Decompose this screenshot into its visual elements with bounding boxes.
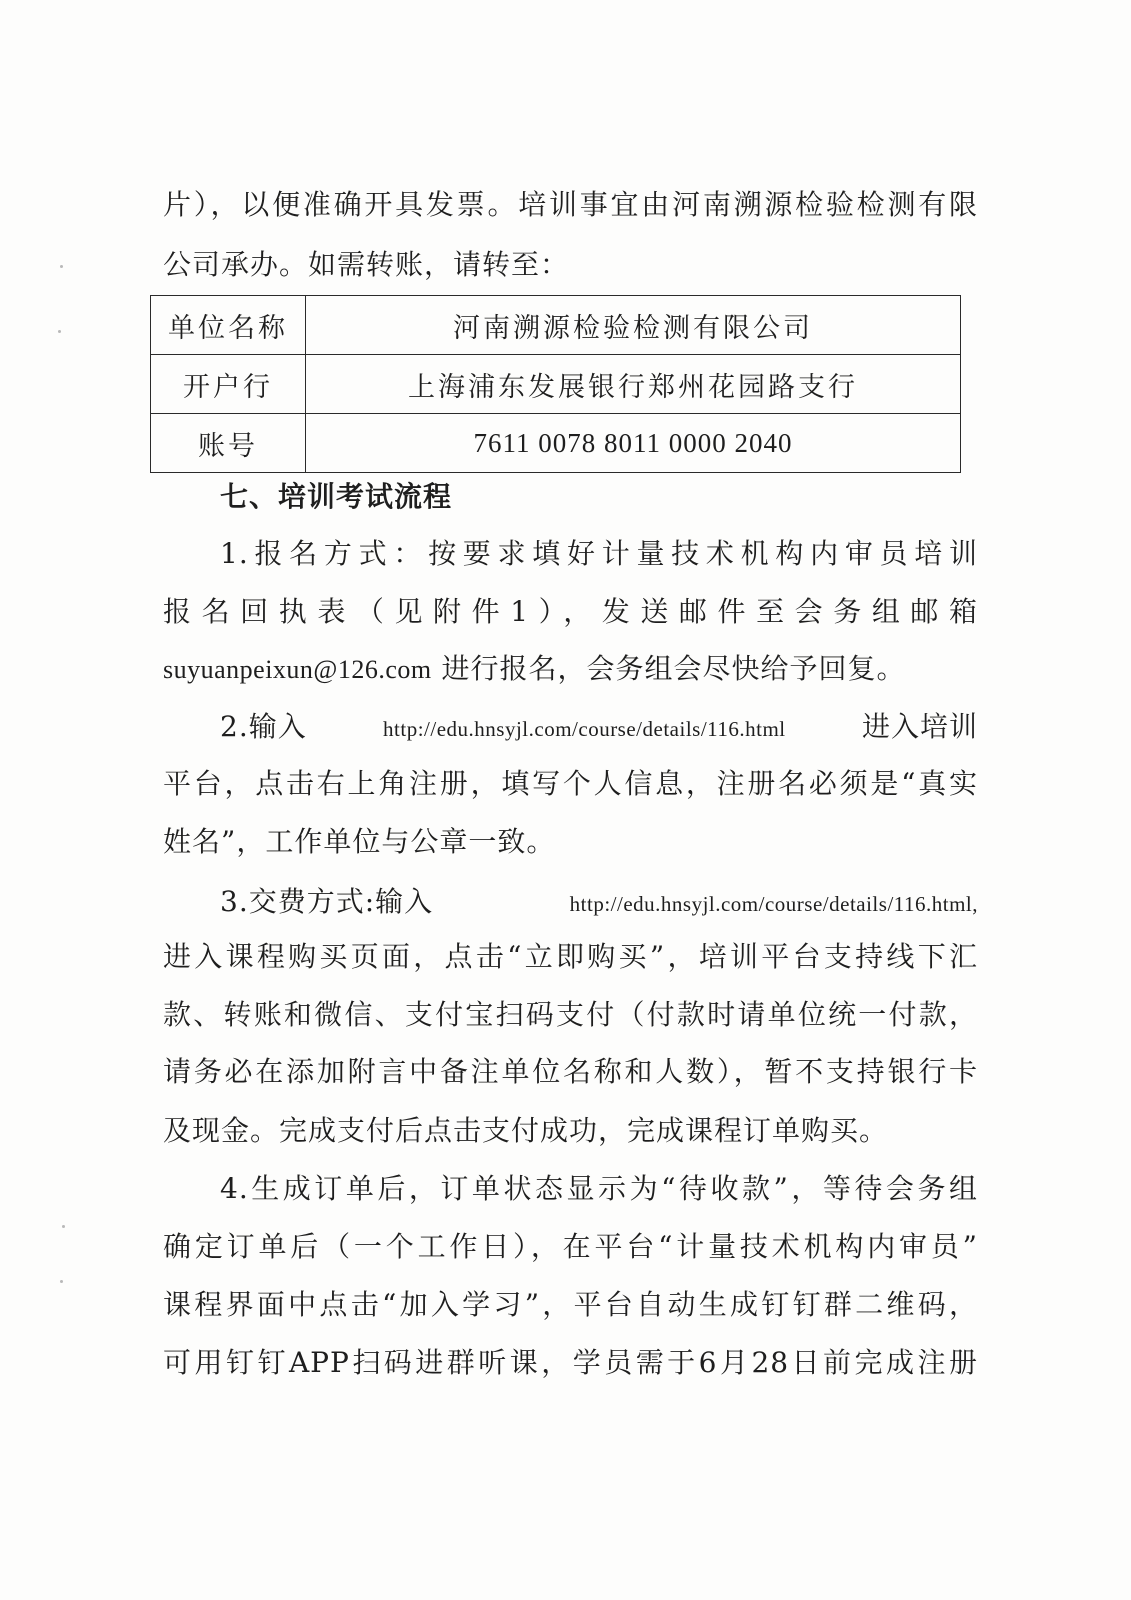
- intro-line-1: 片），以便准确开具发票。培训事宜由河南溯源检验检测有限: [163, 188, 978, 221]
- p1-line-3-text: 进行报名，会务组会尽快给予回复。: [441, 652, 906, 685]
- p3-line-1: [220, 885, 978, 921]
- account-number-cell: 7611 0078 8011 0000 2040: [306, 414, 961, 473]
- scan-speck: [60, 265, 63, 268]
- p2-line-1: [220, 710, 978, 746]
- table-label-cell: 开户行: [151, 355, 306, 414]
- p2-suffix: 进入培训: [861, 710, 978, 743]
- email-address: suyuanpeixun@126.com: [163, 655, 432, 684]
- p4-line-1: 4.生成订单后，订单状态显示为“待收款”，等待会务组: [220, 1172, 978, 1205]
- table-label-cell: 单位名称: [151, 296, 306, 355]
- section-heading: 七、培训考试流程: [220, 480, 453, 513]
- p1-line-1: 1.报名方式：按要求填好计量技术机构内审员培训: [220, 537, 978, 570]
- p4-line-2: 确定订单后（一个工作日），在平台“计量技术机构内审员”: [163, 1230, 978, 1263]
- course-url-link[interactable]: http://edu.hnsyjl.com/course/details/116.html: [383, 717, 786, 741]
- table-row: [151, 414, 961, 473]
- p2-line-3: 姓名”，工作单位与公章一致。: [163, 825, 556, 858]
- table-label-cell: 账号: [151, 414, 306, 473]
- p3-line-4: 请务必在添加附言中备注单位名称和人数），暂不支持银行卡: [163, 1055, 978, 1088]
- bank-account-table: [150, 295, 961, 473]
- p1-line-3: [163, 652, 978, 687]
- scan-speck: [58, 330, 61, 333]
- intro-line-2: 公司承办。如需转账，请转至：: [163, 248, 570, 281]
- p3-line-5: 及现金。完成支付后点击支付成功，完成课程订单购买。: [163, 1114, 889, 1147]
- p2-prefix: 2.输入: [220, 710, 307, 743]
- table-row: [151, 296, 961, 355]
- p4-line-3: 课程界面中点击“加入学习”，平台自动生成钉钉群二维码，: [163, 1288, 978, 1321]
- p3-prefix: 3.交费方式:输入: [220, 885, 434, 918]
- table-value-cell: 上海浦东发展银行郑州花园路支行: [306, 355, 961, 414]
- scan-speck: [62, 1225, 65, 1228]
- p4-line-4: 可用钉钉APP扫码进群听课，学员需于6月28日前完成注册: [163, 1346, 978, 1379]
- scan-speck: [60, 1280, 63, 1283]
- course-url-link[interactable]: http://edu.hnsyjl.com/course/details/116.html,: [569, 892, 978, 916]
- p3-line-2: 进入课程购买页面，点击“立即购买”，培训平台支持线下汇: [163, 940, 978, 973]
- table-value-cell: 河南溯源检验检测有限公司: [306, 296, 961, 355]
- p3-line-3: 款、转账和微信、支付宝扫码支付（付款时请单位统一付款，: [163, 998, 978, 1031]
- p1-line-2: 报名回执表（见附件1），发送邮件至会务组邮箱: [163, 595, 978, 628]
- table-row: [151, 355, 961, 414]
- p2-line-2: 平台，点击右上角注册，填写个人信息，注册名必须是“真实: [163, 767, 978, 800]
